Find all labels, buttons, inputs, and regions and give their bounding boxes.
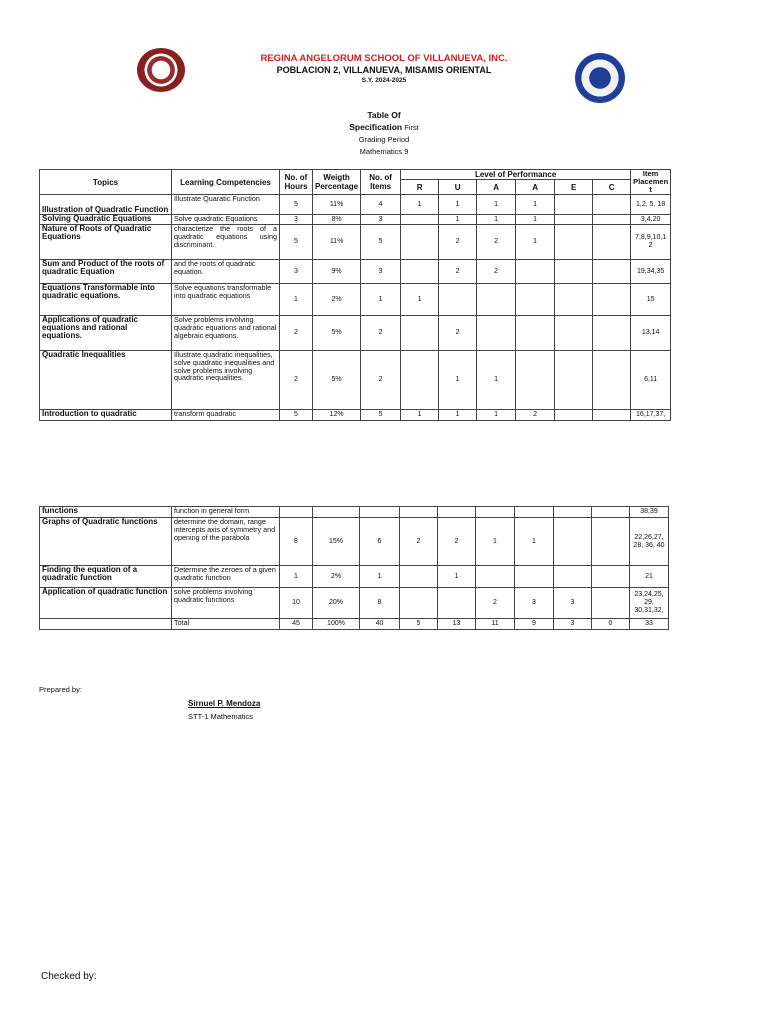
header-level-3: A — [516, 180, 555, 195]
weight-cell — [313, 507, 360, 518]
table-row — [40, 518, 669, 566]
u-cell — [439, 284, 477, 316]
weight-cell: 100% — [313, 619, 360, 630]
a2-cell: 1 — [516, 195, 555, 215]
u-cell: 1 — [439, 351, 477, 410]
doc-title-line1: Table Of — [367, 110, 401, 120]
topic-cell: Introduction to quadratic — [40, 410, 172, 421]
e-cell — [554, 507, 592, 518]
a2-cell — [515, 566, 554, 588]
preparer-role: STT-1 Mathematics — [188, 712, 254, 721]
a1-cell: 2 — [476, 588, 515, 619]
weight-cell: 5% — [313, 351, 361, 410]
a1-cell — [476, 566, 515, 588]
table-row — [40, 619, 669, 630]
items-cell — [360, 507, 400, 518]
table-row — [40, 410, 671, 421]
weight-cell: 12% — [313, 410, 361, 421]
a2-cell: 9 — [515, 619, 554, 630]
hours-cell: 5 — [280, 195, 313, 215]
doc-title-line2 — [0, 122, 768, 132]
tos-table-lower — [39, 506, 669, 630]
header-level: Level of Performance — [401, 170, 631, 180]
c-cell — [593, 225, 631, 260]
e-cell — [555, 225, 593, 260]
hours-cell: 3 — [280, 260, 313, 284]
e-cell — [555, 215, 593, 225]
topic-cell: functions — [40, 507, 172, 518]
u-cell: 1 — [439, 195, 477, 215]
c-cell — [592, 507, 630, 518]
table-row — [40, 588, 669, 619]
items-cell: 4 — [361, 195, 401, 215]
checked-by-label: Checked by: — [41, 971, 97, 982]
header-level-0: R — [401, 180, 439, 195]
c-cell — [593, 195, 631, 215]
place-cell: 22,26,27, 28, 36, 40 — [630, 518, 669, 566]
items-cell: 6 — [360, 518, 400, 566]
competency-cell: and the roots of quadratic equation. — [172, 260, 280, 284]
header-items: No. of Items — [361, 170, 401, 195]
items-cell: 3 — [361, 215, 401, 225]
r-cell — [401, 215, 439, 225]
prepared-by-label: Prepared by: — [39, 685, 82, 694]
e-cell: 3 — [554, 619, 592, 630]
c-cell — [593, 410, 631, 421]
table-row — [40, 260, 671, 284]
weight-cell: 11% — [313, 225, 361, 260]
a2-cell — [516, 284, 555, 316]
r-cell: 1 — [401, 410, 439, 421]
topic-cell: Graphs of Quadratic functions — [40, 518, 172, 566]
e-cell — [554, 566, 592, 588]
topic-cell: Equations Transformable into quadratic equations. — [40, 284, 172, 316]
place-cell: 38,39 — [630, 507, 669, 518]
hours-cell: 8 — [280, 518, 313, 566]
topic-cell: Applications of quadratic equations and rational equations. — [40, 316, 172, 351]
a1-cell — [477, 284, 516, 316]
u-cell: 1 — [439, 410, 477, 421]
u-cell: 1 — [438, 566, 476, 588]
weight-cell: 8% — [313, 215, 361, 225]
table-row — [40, 225, 671, 260]
a2-cell — [516, 260, 555, 284]
e-cell — [554, 518, 592, 566]
topic-cell: Finding the equation of a quadratic function — [40, 566, 172, 588]
topic-cell — [40, 619, 172, 630]
e-cell — [555, 316, 593, 351]
a1-cell: 11 — [476, 619, 515, 630]
r-cell: 1 — [401, 195, 439, 215]
c-cell — [593, 316, 631, 351]
a2-cell — [516, 351, 555, 410]
weight-cell: 5% — [313, 316, 361, 351]
u-cell: 13 — [438, 619, 476, 630]
topic-cell: Illustration of Quadratic Function — [40, 195, 172, 215]
hours-cell: 3 — [280, 215, 313, 225]
u-cell: 2 — [439, 225, 477, 260]
competency-cell: Illustrate quadratic inequalities, solve quadratic inequalities and solve problems involving quadratic inequalities. — [172, 351, 280, 410]
c-cell — [592, 566, 630, 588]
hours-cell: 45 — [280, 619, 313, 630]
header-hours: No. of Hours — [280, 170, 313, 195]
preparer-name: Sirnuel P. Mendoza — [188, 699, 261, 708]
topic-cell: Sum and Product of the roots of quadratic Equation — [40, 260, 172, 284]
r-cell — [400, 588, 438, 619]
c-cell — [593, 260, 631, 284]
place-cell: 15 — [631, 284, 671, 316]
e-cell — [555, 284, 593, 316]
header-topics: Topics — [40, 170, 172, 195]
weight-cell: 11% — [313, 195, 361, 215]
place-cell: 16,17,37, — [631, 410, 671, 421]
a1-cell: 1 — [477, 351, 516, 410]
r-cell — [401, 351, 439, 410]
table-row — [40, 566, 669, 588]
school-name: REGINA ANGELORUM SCHOOL OF VILLANUEVA, INC. — [260, 53, 508, 64]
items-cell: 40 — [360, 619, 400, 630]
r-cell — [401, 316, 439, 351]
u-cell: 2 — [438, 518, 476, 566]
header-level-4: E — [555, 180, 593, 195]
competency-cell: Solve quadratic Equations — [172, 215, 280, 225]
a2-cell: 1 — [516, 225, 555, 260]
items-cell: 8 — [360, 588, 400, 619]
place-cell: 19,34,35 — [631, 260, 671, 284]
r-cell — [401, 225, 439, 260]
competency-cell: Determine the zeroes of a given quadratic function — [172, 566, 280, 588]
c-cell: 0 — [592, 619, 630, 630]
competency-cell: Total — [172, 619, 280, 630]
u-cell: 1 — [439, 215, 477, 225]
competency-cell: solve problems involving quadratic functions — [172, 588, 280, 619]
hours-cell: 2 — [280, 316, 313, 351]
c-cell — [592, 518, 630, 566]
items-cell: 2 — [361, 316, 401, 351]
a2-cell: 1 — [516, 215, 555, 225]
competency-cell: transform quadratic — [172, 410, 280, 421]
e-cell — [555, 351, 593, 410]
r-cell — [400, 566, 438, 588]
a1-cell: 1 — [477, 410, 516, 421]
c-cell — [593, 351, 631, 410]
header-weight: Weigth Percentage — [313, 170, 361, 195]
place-cell: 21 — [630, 566, 669, 588]
r-cell: 2 — [400, 518, 438, 566]
hours-cell: 2 — [280, 351, 313, 410]
topic-cell: Application of quadratic function — [40, 588, 172, 619]
grading-period: Grading Period — [358, 135, 410, 144]
table-row — [40, 215, 671, 225]
weight-cell: 20% — [313, 588, 360, 619]
a2-cell: 3 — [515, 588, 554, 619]
hours-cell: 5 — [280, 410, 313, 421]
competency-cell: Illustrate Quaratic Function — [172, 195, 280, 215]
a1-cell — [477, 316, 516, 351]
tos-table-upper — [39, 169, 671, 421]
table-row — [40, 351, 671, 410]
a1-cell: 1 — [477, 195, 516, 215]
title-specification: Specification — [349, 122, 403, 132]
e-cell — [555, 260, 593, 284]
table-row — [40, 195, 671, 215]
hours-cell: 1 — [280, 284, 313, 316]
u-cell: 2 — [439, 316, 477, 351]
school-address: POBLACION 2, VILLANUEVA, MISAMIS ORIENTAL — [276, 65, 492, 75]
items-cell: 1 — [360, 566, 400, 588]
place-cell: 6,11 — [631, 351, 671, 410]
a1-cell: 1 — [476, 518, 515, 566]
subject-label: Mathematics 9 — [359, 147, 409, 156]
hours-cell: 1 — [280, 566, 313, 588]
r-cell — [401, 260, 439, 284]
hours-cell — [280, 507, 313, 518]
e-cell: 3 — [554, 588, 592, 619]
place-cell: 7,8,9,10,1 2 — [631, 225, 671, 260]
r-cell — [400, 507, 438, 518]
place-cell: 13,14 — [631, 316, 671, 351]
title-first: First — [402, 123, 419, 132]
hours-cell: 5 — [280, 225, 313, 260]
items-cell: 3 — [361, 260, 401, 284]
competency-cell: characterize the roots of a quadratic equations using discriminant. — [172, 225, 280, 260]
competency-cell: determine the domain, range intercepts axis of symmetry and opening of the parabola — [172, 518, 280, 566]
items-cell: 2 — [361, 351, 401, 410]
weight-cell: 2% — [313, 566, 360, 588]
place-cell: 1,2, 5, 18 — [631, 195, 671, 215]
a2-cell: 2 — [516, 410, 555, 421]
header-placement: Item Placemen t — [631, 170, 671, 195]
header-level-2: A — [477, 180, 516, 195]
u-cell — [438, 588, 476, 619]
a1-cell: 2 — [477, 260, 516, 284]
r-cell: 1 — [401, 284, 439, 316]
u-cell — [438, 507, 476, 518]
competency-cell: Solve problems involving quadratic equations and rational algebraic equations. — [172, 316, 280, 351]
place-cell: 3,4,20 — [631, 215, 671, 225]
weight-cell: 15% — [313, 518, 360, 566]
c-cell — [593, 284, 631, 316]
a1-cell: 1 — [477, 215, 516, 225]
e-cell — [555, 410, 593, 421]
a1-cell: 2 — [477, 225, 516, 260]
topic-cell: Solving Quadratic Equations — [40, 215, 172, 225]
place-cell: 33 — [630, 619, 669, 630]
e-cell — [555, 195, 593, 215]
a2-cell — [516, 316, 555, 351]
u-cell: 2 — [439, 260, 477, 284]
header-level-5: C — [593, 180, 631, 195]
c-cell — [592, 588, 630, 619]
table-row — [40, 284, 671, 316]
a2-cell: 1 — [515, 518, 554, 566]
school-year: S.Y. 2024-2025 — [361, 77, 407, 84]
header-competencies: Learning Competencies — [172, 170, 280, 195]
hours-cell: 10 — [280, 588, 313, 619]
competency-cell: function in general form — [172, 507, 280, 518]
a2-cell — [515, 507, 554, 518]
r-cell: 5 — [400, 619, 438, 630]
items-cell: 1 — [361, 284, 401, 316]
place-cell: 23,24,25, 29, 30,31,32, — [630, 588, 669, 619]
topic-cell: Quadratic Inequalities — [40, 351, 172, 410]
weight-cell: 9% — [313, 260, 361, 284]
table-row — [40, 507, 669, 518]
header-level-1: U — [439, 180, 477, 195]
weight-cell: 2% — [313, 284, 361, 316]
items-cell: 5 — [361, 410, 401, 421]
topic-cell: Nature of Roots of Quadratic Equations — [40, 225, 172, 260]
table-row — [40, 316, 671, 351]
items-cell: 5 — [361, 225, 401, 260]
c-cell — [593, 215, 631, 225]
competency-cell: Solve equations transformable into quadratic equations — [172, 284, 280, 316]
a1-cell — [476, 507, 515, 518]
